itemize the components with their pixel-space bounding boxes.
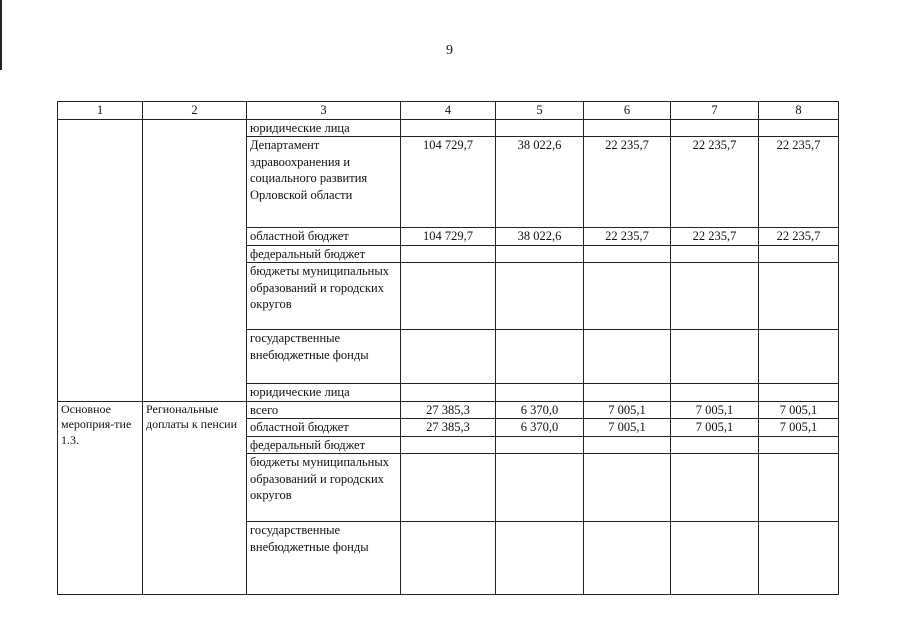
value-cell: 7 005,1 xyxy=(759,401,839,419)
value-cell xyxy=(584,245,671,263)
value-cell: 22 235,7 xyxy=(671,228,759,246)
header-cell: 7 xyxy=(671,102,759,120)
value-cell xyxy=(496,384,584,402)
funding-source-cell: Департамент здравоохранения и социального развития Орловской области xyxy=(247,137,401,228)
value-cell xyxy=(496,119,584,137)
funding-source-cell: областной бюджет xyxy=(247,419,401,437)
value-cell xyxy=(671,263,759,330)
funding-source-cell: государственные внебюджетные фонды xyxy=(247,522,401,595)
value-cell xyxy=(671,330,759,384)
value-cell xyxy=(401,330,496,384)
header-cell: 4 xyxy=(401,102,496,120)
header-cell: 8 xyxy=(759,102,839,120)
value-cell xyxy=(401,436,496,454)
value-cell xyxy=(496,522,584,595)
value-cell xyxy=(401,384,496,402)
value-cell: 7 005,1 xyxy=(584,401,671,419)
value-cell xyxy=(401,454,496,522)
funding-source-cell: всего xyxy=(247,401,401,419)
value-cell: 7 005,1 xyxy=(759,419,839,437)
value-cell: 22 235,7 xyxy=(584,137,671,228)
funding-source-cell: федеральный бюджет xyxy=(247,245,401,263)
funding-source-cell: областной бюджет xyxy=(247,228,401,246)
value-cell xyxy=(584,522,671,595)
value-cell xyxy=(584,384,671,402)
event-description-cell: Региональные доплаты к пенсии xyxy=(143,401,247,595)
value-cell: 6 370,0 xyxy=(496,419,584,437)
value-cell xyxy=(759,330,839,384)
value-cell xyxy=(671,522,759,595)
header-row xyxy=(58,102,839,120)
value-cell: 104 729,7 xyxy=(401,137,496,228)
empty-cell xyxy=(58,119,143,401)
budget-table xyxy=(57,101,839,595)
value-cell xyxy=(759,522,839,595)
header-cell: 6 xyxy=(584,102,671,120)
value-cell xyxy=(584,263,671,330)
value-cell: 22 235,7 xyxy=(584,228,671,246)
value-cell xyxy=(671,119,759,137)
value-cell: 22 235,7 xyxy=(759,228,839,246)
event-block xyxy=(58,401,839,595)
value-cell xyxy=(759,263,839,330)
value-cell xyxy=(584,330,671,384)
value-cell xyxy=(496,330,584,384)
value-cell: 22 235,7 xyxy=(671,137,759,228)
value-cell: 104 729,7 xyxy=(401,228,496,246)
value-cell: 38 022,6 xyxy=(496,137,584,228)
value-cell: 27 385,3 xyxy=(401,401,496,419)
empty-cell xyxy=(143,119,247,401)
header-cell: 3 xyxy=(247,102,401,120)
scan-edge-mark xyxy=(0,0,2,70)
funding-source-cell: юридические лица xyxy=(247,119,401,137)
funding-source-cell: бюджеты муниципальных образований и городских округов xyxy=(247,263,401,330)
continuation-block xyxy=(58,119,839,401)
value-cell xyxy=(671,245,759,263)
page-number: 9 xyxy=(446,43,453,58)
value-cell xyxy=(401,263,496,330)
value-cell xyxy=(584,454,671,522)
value-cell xyxy=(401,522,496,595)
value-cell xyxy=(401,119,496,137)
funding-source-cell: бюджеты муниципальных образований и городских округов xyxy=(247,454,401,522)
header-cell: 1 xyxy=(58,102,143,120)
value-cell xyxy=(496,245,584,263)
value-cell: 38 022,6 xyxy=(496,228,584,246)
value-cell xyxy=(671,436,759,454)
value-cell: 7 005,1 xyxy=(584,419,671,437)
value-cell xyxy=(759,384,839,402)
value-cell: 22 235,7 xyxy=(759,137,839,228)
value-cell xyxy=(759,119,839,137)
value-cell xyxy=(496,263,584,330)
value-cell xyxy=(671,384,759,402)
value-cell xyxy=(759,245,839,263)
event-title-cell: Основное мероприя-тие 1.3. xyxy=(58,401,143,595)
table-row xyxy=(58,401,839,419)
value-cell xyxy=(496,436,584,454)
value-cell: 27 385,3 xyxy=(401,419,496,437)
value-cell: 6 370,0 xyxy=(496,401,584,419)
value-cell xyxy=(671,454,759,522)
table-row xyxy=(58,119,839,137)
value-cell xyxy=(584,119,671,137)
funding-source-cell: юридические лица xyxy=(247,384,401,402)
value-cell: 7 005,1 xyxy=(671,401,759,419)
value-cell xyxy=(584,436,671,454)
value-cell xyxy=(759,454,839,522)
header-cell: 2 xyxy=(143,102,247,120)
value-cell: 7 005,1 xyxy=(671,419,759,437)
value-cell xyxy=(401,245,496,263)
funding-source-cell: федеральный бюджет xyxy=(247,436,401,454)
header-cell: 5 xyxy=(496,102,584,120)
funding-source-cell: государственные внебюджетные фонды xyxy=(247,330,401,384)
value-cell xyxy=(496,454,584,522)
value-cell xyxy=(759,436,839,454)
